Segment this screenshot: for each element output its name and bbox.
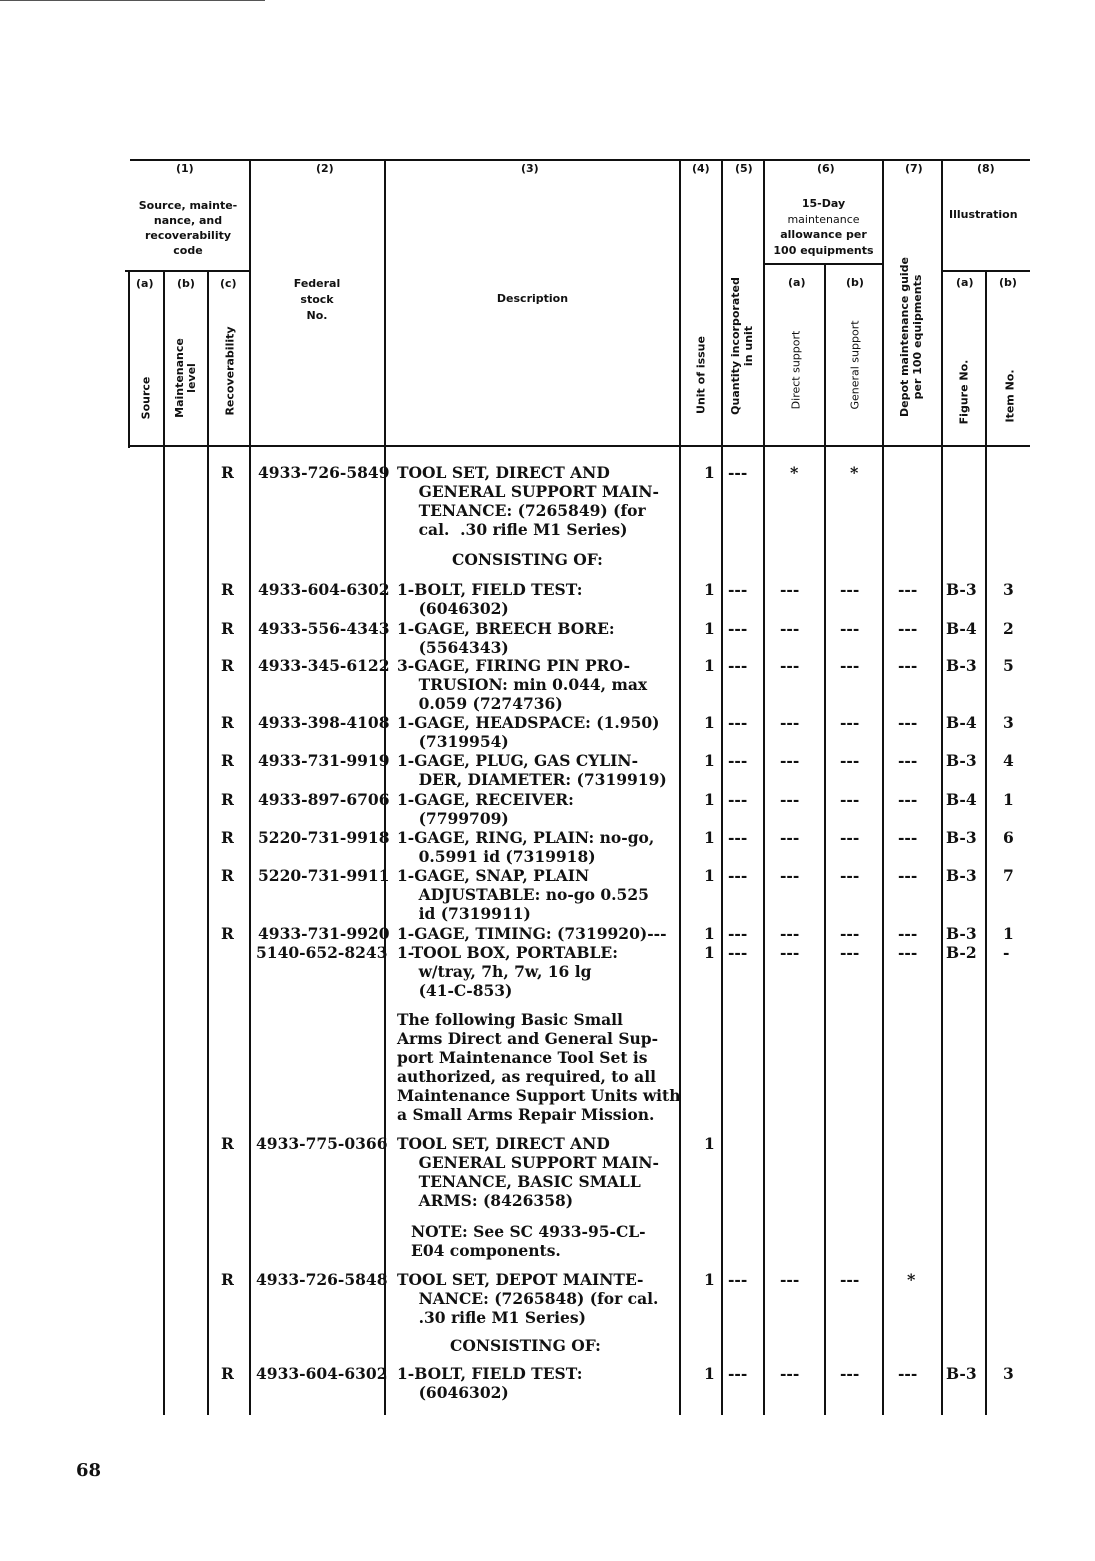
quantity: --- — [728, 1364, 748, 1383]
general-support: --- — [840, 924, 860, 943]
unit-of-issue: 1 — [704, 580, 715, 599]
unit-of-issue-header: Unit of issue — [694, 336, 708, 414]
item-description: 1-TOOL BOX, PORTABLE: w/tray, 7h, 7w, 16 lg (41-C-853) — [397, 943, 618, 1000]
quantity: --- — [728, 751, 748, 770]
stock-number: 4933-604-6302 — [258, 580, 390, 599]
quantity: --- — [728, 656, 748, 675]
col1-title: Source, mainte- nance, and recoverability code — [138, 199, 238, 257]
recoverability-code: R — [221, 1270, 234, 1289]
figure-no-header: Figure No. — [957, 359, 971, 425]
general-support: --- — [840, 656, 860, 675]
col4-number: (4) — [692, 162, 710, 175]
item-number: 1 — [1003, 924, 1014, 943]
figure-number: B-4 — [946, 790, 977, 809]
direct-support: --- — [780, 656, 800, 675]
quantity: --- — [728, 580, 748, 599]
item-number: 3 — [1003, 580, 1014, 599]
col7-number: (7) — [905, 162, 923, 175]
item-number: 3 — [1003, 1364, 1014, 1383]
item-number: 6 — [1003, 828, 1014, 847]
authorization-paragraph: The following Basic Small Arms Direct and General Sup- port Maintenance Tool Set is authorized, as required, to all Maintenance Support Units with a Small Arms Repair Mission. — [397, 1010, 681, 1124]
consisting-of-label: CONSISTING OF: — [452, 550, 603, 569]
page-number: 68 — [76, 1460, 102, 1481]
stock-number: 4933-398-4108 — [258, 713, 390, 732]
item-description: 1-GAGE, RECEIVER: (7799709) — [397, 790, 574, 828]
recoverability-header: Recoverability — [223, 326, 237, 416]
stock-number: 5140-652-8243 — [256, 943, 388, 962]
stock-number: 4933-345-6122 — [258, 656, 390, 675]
figure-number: B-3 — [946, 1364, 977, 1383]
general-support: --- — [840, 619, 860, 638]
stock-number: 4933-897-6706 — [258, 790, 390, 809]
recoverability-code: R — [221, 1364, 234, 1383]
unit-of-issue: 1 — [704, 656, 715, 675]
general-support: --- — [840, 751, 860, 770]
stock-number: 4933-775-0366 — [256, 1134, 388, 1153]
item-number: 4 — [1003, 751, 1014, 770]
quantity: --- — [728, 866, 748, 885]
item-description: 1-BOLT, FIELD TEST: (6046302) — [397, 580, 583, 618]
stock-number: 4933-731-9920 — [258, 924, 390, 943]
item-description: 1-GAGE, TIMING: (7319920)--- — [397, 924, 667, 943]
unit-of-issue: 1 — [704, 943, 715, 962]
depot-guide: --- — [898, 580, 918, 599]
quantity: --- — [728, 828, 748, 847]
figure-number: B-2 — [946, 943, 977, 962]
col3-number: (3) — [521, 162, 539, 175]
recoverability-code: R — [221, 713, 234, 732]
col6b-label: (b) — [846, 276, 864, 289]
direct-support: --- — [780, 924, 800, 943]
item-number: 5 — [1003, 656, 1014, 675]
item-description: 1-GAGE, RING, PLAIN: no-go, 0.5991 id (7319918) — [397, 828, 655, 866]
depot-guide: --- — [898, 924, 918, 943]
col1-number: (1) — [176, 162, 194, 175]
direct-support: --- — [780, 828, 800, 847]
figure-number: B-3 — [946, 828, 977, 847]
recoverability-code: R — [221, 580, 234, 599]
item-description: 3-GAGE, FIRING PIN PRO- TRUSION: min 0.044, max 0.059 (7274736) — [397, 656, 648, 713]
depot-guide: --- — [898, 619, 918, 638]
unit-of-issue: 1 — [704, 828, 715, 847]
col6a-label: (a) — [788, 276, 806, 289]
unit-of-issue: 1 — [704, 713, 715, 732]
stock-number: 4933-726-5848 — [256, 1270, 388, 1289]
col1a-label: (a) — [136, 277, 154, 290]
quantity: --- — [728, 943, 748, 962]
recoverability-code: R — [221, 656, 234, 675]
general-support: --- — [840, 1270, 860, 1289]
recoverability-code: R — [221, 866, 234, 885]
col8-number: (8) — [977, 162, 995, 175]
item-description: TOOL SET, DIRECT AND GENERAL SUPPORT MAIN- TENANCE, BASIC SMALL ARMS: (8426358) — [397, 1134, 659, 1210]
depot-guide: --- — [898, 1364, 918, 1383]
direct-support: --- — [780, 943, 800, 962]
recoverability-code: R — [221, 751, 234, 770]
depot-guide: --- — [898, 751, 918, 770]
item-description: TOOL SET, DEPOT MAINTE- NANCE: (7265848) (for cal. .30 rifle M1 Series) — [397, 1270, 659, 1327]
general-support: * — [850, 463, 859, 482]
depot-guide: --- — [898, 866, 918, 885]
col1c-label: (c) — [220, 277, 237, 290]
item-number: 3 — [1003, 713, 1014, 732]
direct-support: --- — [780, 866, 800, 885]
item-description: 1-GAGE, PLUG, GAS CYLIN- DER, DIAMETER: (7319919) — [397, 751, 667, 789]
direct-support: --- — [780, 1364, 800, 1383]
figure-number: B-3 — [946, 656, 977, 675]
stock-number: 4933-604-6302 — [256, 1364, 388, 1383]
col6-number: (6) — [817, 162, 835, 175]
quantity: --- — [728, 713, 748, 732]
note-text: NOTE: See SC 4933-95-CL- E04 components. — [411, 1222, 646, 1260]
general-support: --- — [840, 580, 860, 599]
col8a-label: (a) — [956, 276, 974, 289]
item-description: 1-GAGE, HEADSPACE: (1.950) (7319954) — [397, 713, 660, 751]
quantity: --- — [728, 463, 748, 482]
general-support-header: General support — [848, 320, 862, 410]
unit-of-issue: 1 — [704, 1134, 715, 1153]
stock-number: 4933-726-5849 — [258, 463, 390, 482]
general-support: --- — [840, 790, 860, 809]
unit-of-issue: 1 — [704, 1270, 715, 1289]
col5-number: (5) — [735, 162, 753, 175]
item-number: 2 — [1003, 619, 1014, 638]
fsn-header: Federal stock No. — [293, 277, 341, 322]
illustration-header: Illustration — [949, 208, 1018, 221]
recoverability-code: R — [221, 790, 234, 809]
quantity: --- — [728, 619, 748, 638]
stock-number: 4933-556-4343 — [258, 619, 390, 638]
depot-guide: --- — [898, 656, 918, 675]
direct-support: --- — [780, 790, 800, 809]
unit-of-issue: 1 — [704, 619, 715, 638]
item-description: 1-BOLT, FIELD TEST: (6046302) — [397, 1364, 583, 1402]
item-description: 1-GAGE, SNAP, PLAIN ADJUSTABLE: no-go 0.525 id (7319911) — [397, 866, 649, 923]
figure-number: B-4 — [946, 619, 977, 638]
item-no-header: Item No. — [1003, 369, 1017, 423]
general-support: --- — [840, 713, 860, 732]
recoverability-code: R — [221, 924, 234, 943]
unit-of-issue: 1 — [704, 751, 715, 770]
source-header: Source — [139, 376, 153, 420]
maintenance-level-header: Maintenance level — [173, 338, 198, 418]
quantity: --- — [728, 1270, 748, 1289]
direct-support: --- — [780, 713, 800, 732]
general-support: --- — [840, 943, 860, 962]
recoverability-code: R — [221, 828, 234, 847]
quantity: --- — [728, 790, 748, 809]
figure-number: B-3 — [946, 580, 977, 599]
unit-of-issue: 1 — [704, 924, 715, 943]
direct-support: --- — [780, 1270, 800, 1289]
item-number: - — [1003, 943, 1010, 962]
stock-number: 5220-731-9918 — [258, 828, 390, 847]
direct-support: --- — [780, 619, 800, 638]
general-support: --- — [840, 866, 860, 885]
unit-of-issue: 1 — [704, 463, 715, 482]
col8b-label: (b) — [999, 276, 1017, 289]
figure-number: B-3 — [946, 866, 977, 885]
figure-number: B-4 — [946, 713, 977, 732]
stock-number: 4933-731-9919 — [258, 751, 390, 770]
general-support: --- — [840, 828, 860, 847]
quantity: --- — [728, 924, 748, 943]
direct-support-header: Direct support — [789, 330, 803, 410]
item-description: TOOL SET, DIRECT AND GENERAL SUPPORT MAIN- TENANCE: (7265849) (for cal. .30 rifle M1 Series) — [397, 463, 659, 539]
unit-of-issue: 1 — [704, 866, 715, 885]
top-rule — [0, 0, 265, 1]
figure-number: B-3 — [946, 924, 977, 943]
col1b-label: (b) — [177, 277, 195, 290]
item-description: 1-GAGE, BREECH BORE: (5564343) — [397, 619, 615, 657]
direct-support: * — [790, 463, 799, 482]
col6-title: 15-Day maintenance allowance per 100 equipments — [773, 197, 874, 257]
depot-guide: --- — [898, 790, 918, 809]
direct-support: --- — [780, 580, 800, 599]
recoverability-code: R — [221, 1134, 234, 1153]
consisting-of-label: CONSISTING OF: — [450, 1336, 601, 1355]
unit-of-issue: 1 — [704, 790, 715, 809]
general-support: --- — [840, 1364, 860, 1383]
depot-guide: --- — [898, 713, 918, 732]
direct-support: --- — [780, 751, 800, 770]
unit-of-issue: 1 — [704, 1364, 715, 1383]
col2-number: (2) — [316, 162, 334, 175]
item-number: 7 — [1003, 866, 1014, 885]
stock-number: 5220-731-9911 — [258, 866, 390, 885]
depot-guide: --- — [898, 828, 918, 847]
recoverability-code: R — [221, 463, 234, 482]
recoverability-code: R — [221, 619, 234, 638]
figure-number: B-3 — [946, 751, 977, 770]
quantity-incorporated-header: Quantity incorporated in unit — [729, 277, 755, 415]
depot-guide: * — [907, 1270, 916, 1289]
item-number: 1 — [1003, 790, 1014, 809]
depot-guide-header: Depot maintenance guide per 100 equipments — [898, 256, 924, 418]
depot-guide: --- — [898, 943, 918, 962]
description-header: Description — [496, 292, 569, 305]
